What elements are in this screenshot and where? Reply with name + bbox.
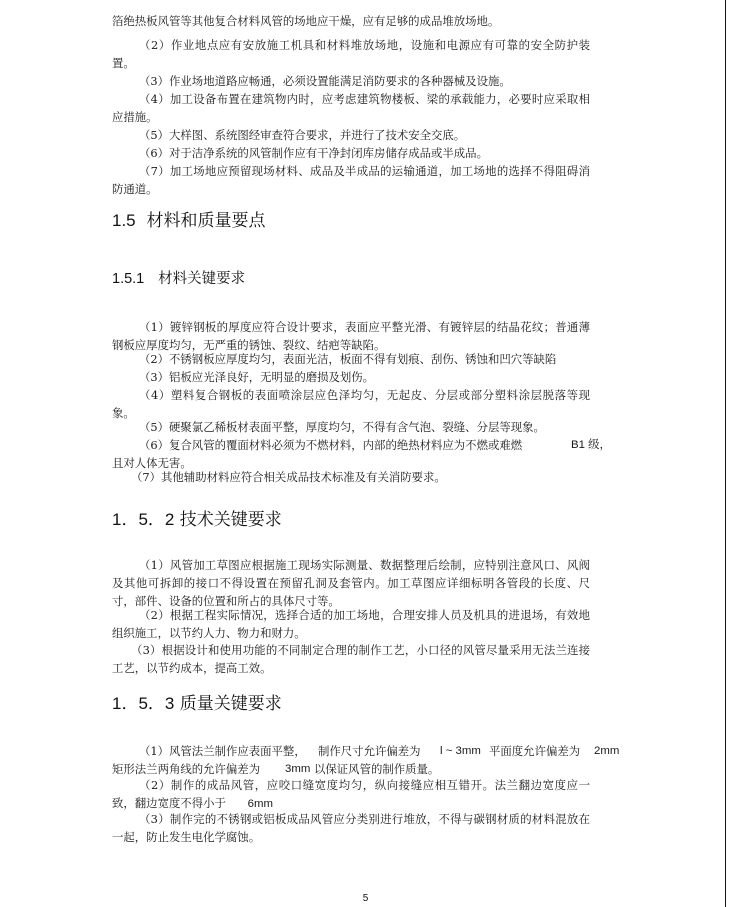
material-item-6-cont: 且对人体无害。 [112,456,192,470]
quality-item-2 [112,776,590,813]
section-number: 1．5．2 [112,510,175,529]
section-number: 1.5.1 [112,271,145,287]
intro-item-3: （3）作业场地道路应畅通，必须设置能满足消防要求的各种器械及设施。 [139,74,511,88]
intro-line-1: 箔绝热板风管等其他复合材料风管的场地应干燥，应有足够的成品堆放场地。 [112,14,500,28]
intro-item-6: （6）对于洁净系统的风管制作应有干净封闭库房储存成品或半成品。 [139,146,488,160]
intro-item-4: （4）加工设备布置在建筑物内时，应考虑建筑物楼板、梁的承载能力，必要时应采取相应措施。 [112,92,590,125]
technical-item-2: （2）根据工程实际情况，选择合适的加工场地，合理安排人员及机具的进退场，有效地组织施工，以节约人力、物力和财力。 [112,608,590,641]
quality-item-1-e: 2mm [594,745,620,757]
material-item-1: （1）镀锌钢板的厚度应符合设计要求，表面应平整光滑、有镀锌层的结晶花纹；普通薄钢板应厚度均匀，无严重的锈蚀、裂纹、结疤等缺陷。 [112,320,590,353]
material-item-6-grade: B1 级， [571,439,611,451]
section-heading-1-5-3 [112,689,282,714]
section-heading-1-5-1 [112,267,245,288]
section-title: 质量关键要求 [179,694,282,714]
section-title: 材料和质量要点 [146,211,266,231]
technical-item-1: （1）风管加工草图应根据施工现场实际测量、数据整理后绘制，应特别注意风口、风阀及其他可拆卸的接口不得设置在预留孔洞及套管内。加工草图应详细标明各管段的长度、尺寸，部件、设备的位置和所占的具体尺寸等。 [112,558,590,609]
intro-item-2: （2）作业地点应有安放施工机具和材料堆放场地，设施和电源应有可靠的安全防护装置。 [112,38,590,71]
material-item-7: （7）其他辅助材料应符合相关成品技术标准及有关消防要求。 [131,470,446,484]
section-title: 材料关键要求 [158,271,246,287]
quality-item-2-text: （2）制作的成品风管，应咬口缝宽度均匀，纵向接缝应相互错开。法兰翻边宽度应一致，翻边宽度不得小于 [112,778,590,811]
section-number: 1．5．3 [112,694,175,713]
quality-item-2-value: 6mm [247,798,273,811]
intro-item-7: （7）加工场地应预留现场材料、成品及半成品的运输通道，加工场地的选择不得阻碍消防通道。 [112,164,590,197]
page-edge-line [725,0,726,907]
material-item-3: （3）铝板应光泽良好，无明显的磨损及划伤。 [139,370,375,384]
quality-item-1-f: 矩形法兰两角线的允许偏差为 [112,762,261,776]
quality-item-1-a: （1）风管法兰制作应表面平整， [139,744,306,758]
material-item-5: （5）硬聚氯乙稀板材表面平整，厚度均匀，不得有含气泡、裂缝、分层等现象。 [139,420,545,434]
material-item-4: （4）塑料复合钢板的表面喷涂层应色泽均匀，无起皮、分层或部分塑料涂层脱落等现象。 [112,388,590,421]
intro-item-5: （5）大样图、系统图经审查符合要求，并进行了技术安全交底。 [139,128,466,142]
page-number: 5 [362,893,369,904]
quality-item-3: （3）制作完的不锈钢或铝板成品风管应分类别进行堆放，不得与碳钢材质的材料混放在一起，防止发生电化学腐蚀。 [112,812,590,845]
quality-item-1-h: 以保证风管的制作质量。 [314,762,440,776]
quality-item-1-g: 3mm [285,763,311,775]
material-item-2: （2）不锈钢板应厚度均匀，表面光洁，板面不得有划痕、刮伤、锈蚀和凹穴等缺陷 [139,352,557,366]
material-item-6: （6）复合风管的覆面材料必须为不燃材料，内部的绝热材料应为不燃或难燃 [139,438,523,452]
section-number: 1.5 [112,211,136,230]
quality-item-1-c: l ~ 3mm [440,745,481,757]
quality-item-1-d: 平面度允许偏差为 [489,744,581,758]
quality-item-1-b: 制作尺寸允许偏差为 [318,744,421,758]
section-title: 技术关键要求 [179,510,282,530]
section-heading-1-5 [112,206,265,231]
technical-item-3: （3）根据设计和使用功能的不同制定合理的制作工艺，小口径的风管尽量采用无法兰连接工艺，以节约成本，提高工效。 [112,643,590,676]
section-heading-1-5-2 [112,505,282,530]
